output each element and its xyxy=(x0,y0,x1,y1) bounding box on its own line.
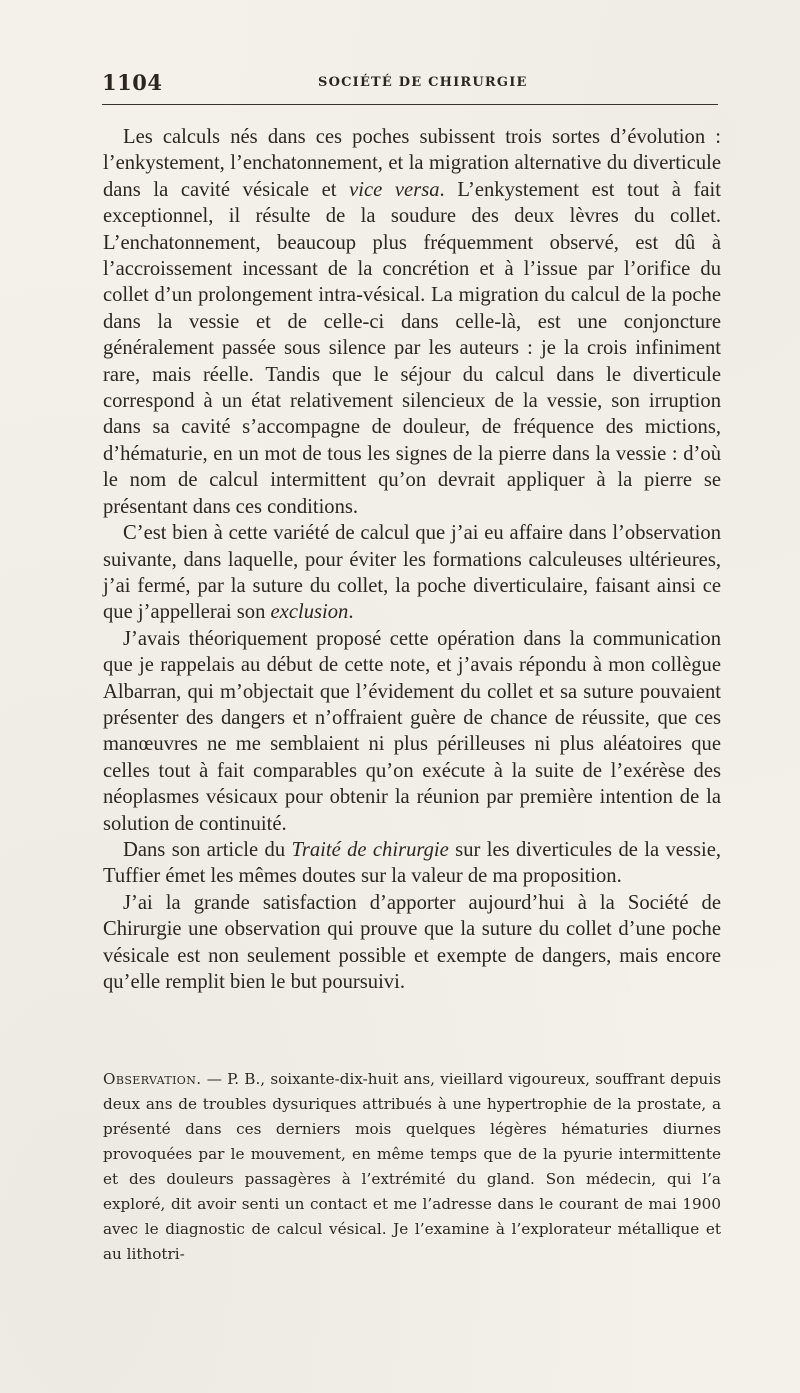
running-head: SOCIÉTÉ DE CHIRURGIE xyxy=(318,75,528,90)
main-text xyxy=(103,124,721,995)
paragraph: C’est bien à cette variété de calcul que j’ai eu affaire dans l’observation suivante, dans laquelle, pour éviter les formations calculeuses ultérieures, j’ai fermé, par la suture du collet, la poche diverticulaire, faisant ainsi ce que j’appellerai son exclusion. xyxy=(103,522,721,624)
paragraph: Les calculs nés dans ces poches subissent trois sortes d’évolution : l’enkystement, l’enchatonnement, et la migration alternative du diverticule dans la cavité vésicale et vice versa. L’enkystement est tout à fait exceptionnel, il résulte de la soudure des deux lèvres du collet. L’enchatonnement, beaucoup plus fréquemment observé, est dû à l’accroissement incessant de la concrétion et à l’issue par l’orifice du collet d’un prolongement intra-vésical. La migration du calcul de la poche dans la vessie et de celle-ci dans celle-là, est une conjoncture généralement passée sous silence par les auteurs : je la crois infiniment rare, mais réelle. Tandis que le séjour du calcul dans le diverticule correspond à un état relativement silencieux de la vessie, son irruption dans sa cavité s’accompagne de douleur, de fréquence des mictions, d’hématurie, en un mot de tous les signes de la pierre dans la vessie : d’où le nom de calcul intermittent qu’on devrait appliquer à la pierre se présentant dans ces conditions. xyxy=(103,126,721,518)
italic-title: Traité de chirurgie xyxy=(291,838,449,861)
page-number: 1104 xyxy=(102,70,163,95)
observation-label: Observation. xyxy=(103,1070,202,1088)
page-header xyxy=(102,70,718,96)
header-rule xyxy=(102,104,718,105)
italic-phrase: vice versa xyxy=(349,178,440,201)
observation-block xyxy=(103,1067,721,1267)
paragraph: J’avais théoriquement proposé cette opération dans la communication que je rappelais au début de cette note, et j’avais répondu à mon collègue Albarran, qui m’objectait que l’évidement du collet et sa suture pouvaient présenter des dangers et n’offraient guère de chance de réussite, que ces manœuvres ne me semblaient ni plus périlleuses ni plus aléatoires que celles tout à fait comparables qu’on exécute à la suite de l’exérèse des néoplasmes vésicaux pour obtenir la réunion par première intention de la solution de continuité. xyxy=(103,627,721,835)
italic-phrase: exclusion xyxy=(270,601,349,624)
observation-text: — P. B., soixante-dix-huit ans, vieillard vigoureux, souffrant depuis deux ans de troubles dysuriques attribués à une hypertrophie de la prostate, a présenté dans ces derniers mois quelques légères hématuries diurnes provoquées par le mouvement, en même temps que de la pyurie intermittente et des douleurs passagères à l’extrémité du gland. Son médecin, qui l’a exploré, dit avoir senti un contact et me l’adresse dans le courant de mai 1900 avec le diagnostic de calcul vésical. Je l’examine à l’explorateur métallique et au lithotri- xyxy=(103,1070,721,1263)
observation-paragraph xyxy=(103,1067,721,1267)
paragraph: J’ai la grande satisfaction d’apporter aujourd’hui à la Société de Chirurgie une observation qui prouve que la suture du collet d’une poche vésicale est non seulement possible et exempte de dangers, mais encore qu’elle remplit bien le but poursuivi. xyxy=(103,891,721,993)
paragraph: Dans son article du Traité de chirurgie sur les diverticules de la vessie, Tuffier émet les mêmes doutes sur la valeur de ma proposition. xyxy=(103,838,721,888)
